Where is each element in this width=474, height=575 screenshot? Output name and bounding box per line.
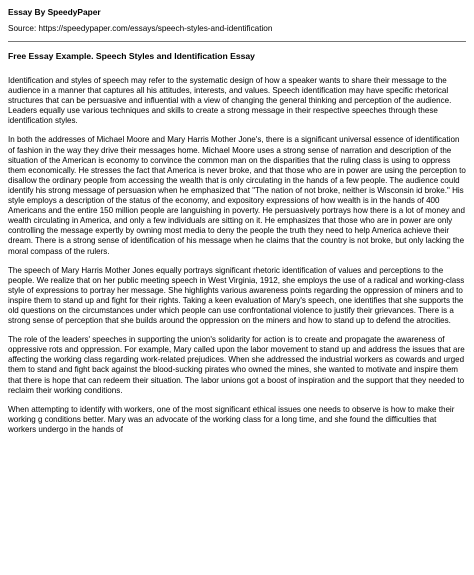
essay-body [8, 76, 466, 444]
source-link[interactable]: Source: https://speedypaper.com/essays/speech-styles-and-identification [8, 24, 273, 33]
header-divider [8, 41, 466, 42]
paragraph-2: In both the addresses of Michael Moore and Mary Harris Mother Jone's, there is a significant universal essence of identification of fashion in the way they drive their messages home. Michael Moore uses a strong sense of narration and description of the situation of the American is economy to convince the common man on the disparities that the ruling class is using to oppress them economically. He stresses the fact that America is never broke, and that those who are in power are using the perception to disallow the ordinary people from accessing the wealth that is only circulating in the hands of a few people. The audience could identify his strong message of persuasion when he emphasized that "The nation of not broke, neither is Wisconsin id broke." His style employs a description of the status of the economy, and expository expressions of how wealth is in the hands of 400 Americans and the entire 150 million people are languishing in poverty. He persuasively portrays how there is a lot of money and wealth circulating in America, and only a few individuals are sitting on it. He emphasizes that those who are in power are only controlling the message expertly by owning most media to deny the people the truth they need to help America achieve their dream. There is a strong sense of identification of his message when he claims that the country is not broke, but only lacking the moral compass of the rulers. [8, 135, 466, 256]
site-brand: Essay By SpeedyPaper [8, 7, 101, 17]
paragraph-1: Identification and styles of speech may refer to the systematic design of how a speaker wants to share their message to the audience in a manner that captures all his attitudes, interests, and values. Speech identification may have specific rhetorical structures that can be persuasive and influential with a view of changing the general thinking and perception of the audience. Leaders equally use various techniques and skills to create a strong message in their respective speeches through these identification styles. [8, 76, 452, 126]
paragraph-5: When attempting to identify with workers, one of the most significant ethical issues one needs to observe is how to make their working g conditions better. Mary was an advocate of the working class for a long time, and she found the difficulties that workers undergo in the hands of [8, 404, 455, 434]
paragraph-4: The role of the leaders' speeches in supporting the union's solidarity for action is to create and propagate the awareness of oppressive rots and oppression. For example, Mary called upon the labor movement to stand up and address the issues that are affecting the working class regarding work-related prejudices. When she addressed the industrial workers as cowards and urged them to stand and fight back against the blood-sucking pirates who owned the mines, she wanted to motivate and inspire them that there is hope that can redeem their situation. The labor unions got a boost of inspiration and the support that they needed to reclaim their working conditions. [8, 335, 465, 395]
paragraph-3: The speech of Mary Harris Mother Jones equally portrays significant rhetoric identification of values and perceptions to the people. We realize that on her public meeting speech in West Virginia, 1912, she employs the use of a radical and working-class style of expressions to portray her message. She highlights various awareness points regarding the oppression of miners and to inspire them to stand up and fight for their rights. Taking a keen evaluation of Mary's speech, one identifies that she supports the old questions on the circumstances under which people can use confrontational violence to justify their grievances. There is a strong sense of perception that she builds around the oppression on the miners and how to stand up to defend the atrocities. [8, 265, 465, 326]
essay-title: Free Essay Example. Speech Styles and Identification Essay [8, 51, 255, 61]
